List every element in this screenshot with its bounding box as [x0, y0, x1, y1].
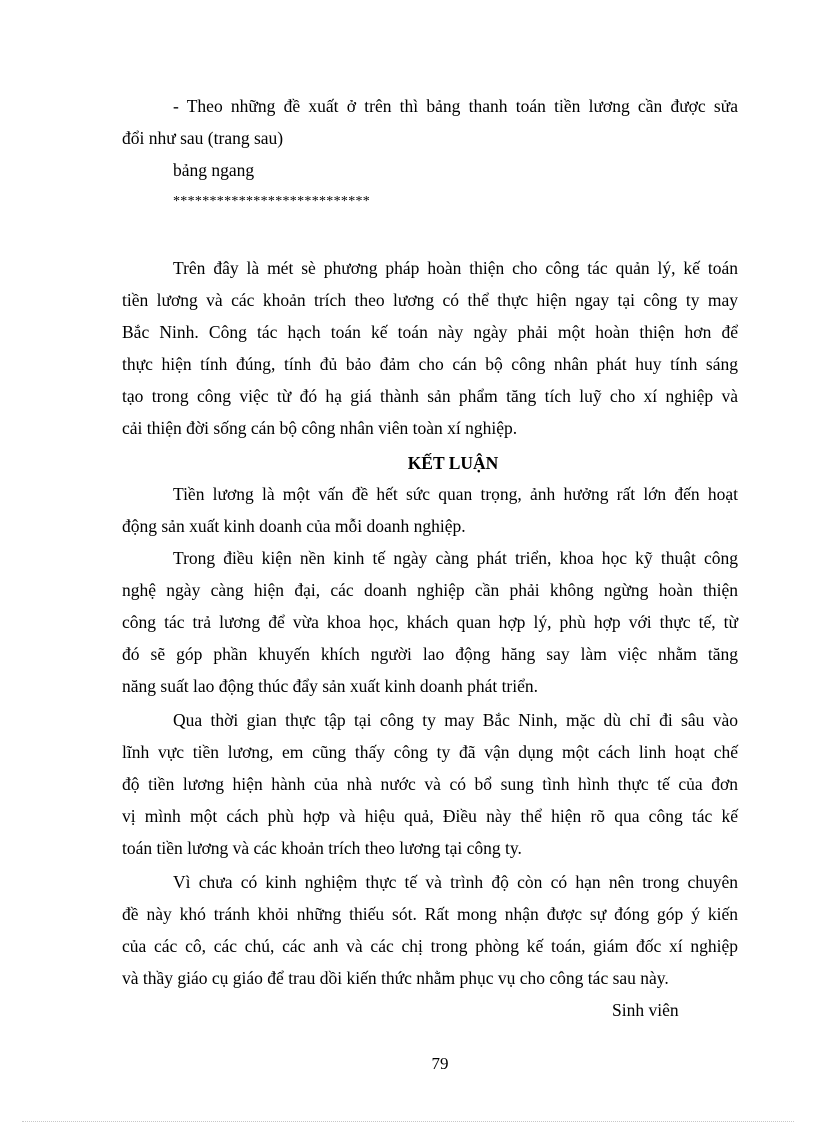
- conclusion-para3-line-1: Qua thời gian thực tập tại công ty may Bắc Ninh, mặc dù chỉ đi sâu vào: [173, 710, 738, 730]
- conclusion-para1-line-1: Tiền lương là một vấn đề hết sức quan trọng, ảnh hưởng rất lớn đến hoạt: [173, 484, 738, 504]
- conclusion-para1-line-2: động sản xuất kinh doanh của mỗi doanh nghiệp.: [122, 516, 466, 536]
- conclusion-para2-line-1: Trong điều kiện nền kinh tế ngày càng phát triển, khoa học kỹ thuật công: [173, 548, 738, 568]
- intro-line-2: đổi như sau (trang sau): [122, 128, 284, 148]
- conclusion-para4-line-1: Vì chưa có kinh nghiệm thực tế và trình độ còn có hạn nên trong chuyên: [173, 872, 738, 892]
- paragraph1-line-5: tạo trong công việc từ đó hạ giá thành sản phẩm tăng tích luỹ cho xí nghiệp và: [122, 386, 738, 406]
- conclusion-para3-line-3: độ tiền lương hiện hành của nhà nước và có bổ sung tình hình thực tế của đơn: [122, 774, 738, 794]
- paragraph1-line-6: cải thiện đời sống cán bộ công nhân viên toàn xí nghiệp.: [122, 418, 518, 438]
- conclusion-para2-line-3: công tác trả lương để vừa khoa học, khách quan hợp lý, phù hợp với thực tế, từ: [122, 612, 738, 632]
- intro-line-1: - Theo những đề xuất ở trên thì bảng thanh toán tiền lương cần được sửa: [173, 96, 738, 116]
- page-number: 79: [431, 1054, 449, 1073]
- paragraph1-line-4: thực hiện tính đúng, tính đủ bảo đảm cho cán bộ công nhân phát huy tính sáng: [122, 354, 738, 374]
- asterisk-separator: ***************************: [173, 194, 371, 209]
- conclusion-para4-line-2: đề này khó tránh khỏi những thiếu sót. Rất mong nhận được sự đóng góp ý kiến: [122, 904, 738, 924]
- conclusion-para4-line-4: và thầy giáo cụ giáo để trau dồi kiến thức nhằm phục vụ cho công tác sau này.: [122, 968, 669, 988]
- paragraph1-line-3: Bắc Ninh. Công tác hạch toán kế toán này ngày phải một hoàn thiện hơn để: [122, 322, 738, 342]
- intro-line-3: bảng ngang: [173, 160, 255, 180]
- signature-label: Sinh viên: [612, 1000, 679, 1020]
- conclusion-para3-line-2: lĩnh vực tiền lương, em cũng thấy công ty đã vận dụng một cách linh hoạt chế: [122, 742, 738, 762]
- paragraph1-line-1: Trên đây là mét sè phương pháp hoàn thiện cho công tác quản lý, kế toán: [173, 258, 738, 278]
- paragraph1-line-2: tiền lương và các khoản trích theo lương có thể thực hiện ngay tại công ty may: [122, 290, 738, 310]
- conclusion-para2-line-4: đó sẽ góp phần khuyến khích người lao động hăng say làm việc nhằm tăng: [122, 644, 738, 664]
- conclusion-para2-line-5: năng suất lao động thúc đẩy sản xuất kinh doanh phát triển.: [122, 676, 539, 696]
- conclusion-para3-line-4: vị mình một cách phù hợp và hiệu quả, Điều này thể hiện rõ qua công tác kế: [122, 806, 738, 826]
- conclusion-heading: KẾT LUẬN: [407, 453, 499, 473]
- conclusion-para3-line-5: toán tiền lương và các khoản trích theo lương tại công ty.: [122, 838, 522, 858]
- footer-divider: [22, 1121, 794, 1122]
- conclusion-para2-line-2: nghệ ngày càng hiện đại, các doanh nghiệp cần phải không ngừng hoàn thiện: [122, 580, 738, 600]
- conclusion-para4-line-3: của các cô, các chú, các anh và các chị trong phòng kế toán, giám đốc xí nghiệp: [122, 936, 738, 956]
